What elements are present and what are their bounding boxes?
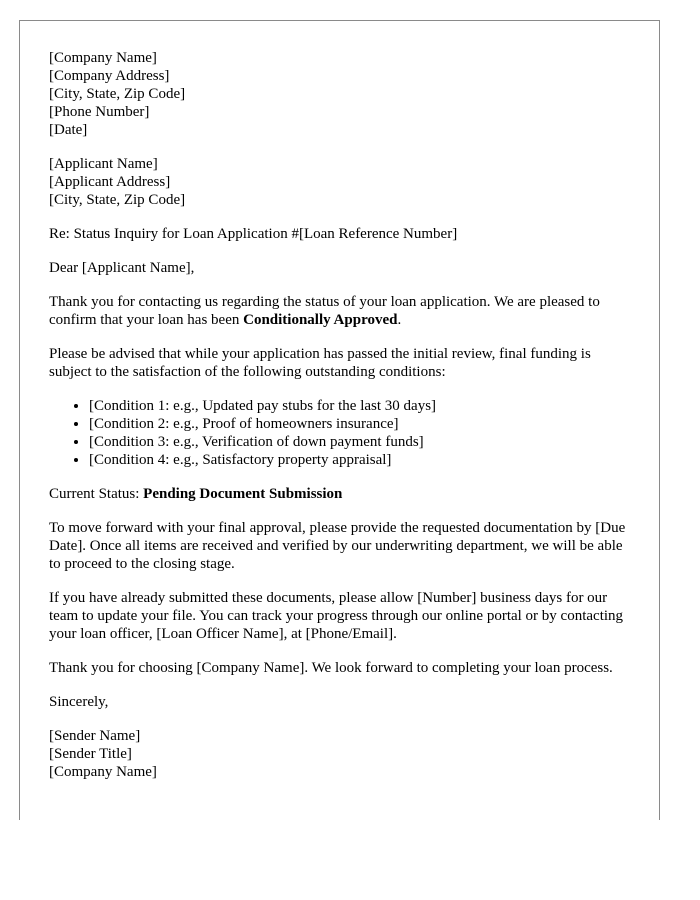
letter-date: [Date] — [49, 122, 88, 138]
signature-company: [Company Name] — [49, 764, 157, 780]
salutation: Dear [Applicant Name], — [49, 260, 195, 276]
letter-page — [19, 20, 660, 820]
paragraph-tracking: If you have already submitted these documents, please allow [Number] business days for our team to update your file. You can track your progress through our online portal or by contacting your loan officer, [Loan Officer Name], at [Phone/Email]. — [49, 590, 624, 642]
condition-item: • [Condition 4: e.g., Satisfactory property appraisal] — [89, 451, 631, 469]
paragraph-approval — [49, 293, 631, 329]
sender-company-name: [Company Name] — [49, 50, 157, 66]
signature-name: [Sender Name] — [49, 728, 141, 744]
paragraph-approval-end: . — [397, 312, 402, 328]
current-status-label: Current Status: — [49, 486, 144, 502]
paragraph-thanks: Thank you for choosing [Company Name]. We look forward to completing your loan process. — [49, 660, 613, 676]
condition-item: • [Condition 2: e.g., Proof of homeowners insurance] — [89, 415, 631, 433]
current-status — [49, 485, 631, 503]
sender-city-state-zip: [City, State, Zip Code] — [49, 86, 186, 102]
paragraph-next-steps: To move forward with your final approval, please provide the requested documentation by [Due Date]. Once all items are received and verified by our underwriting department, we will be able to proceed to the closing stage. — [49, 520, 626, 572]
recipient-address: [Applicant Address] — [49, 174, 171, 190]
paragraph-conditions-intro: Please be advised that while your application has passed the initial review, final funding is subject to the satisfaction of the following outstanding conditions: — [49, 346, 591, 380]
subject-line: Re: Status Inquiry for Loan Application #[Loan Reference Number] — [49, 226, 458, 242]
current-status-value: Pending Document Submission — [143, 486, 343, 502]
closing: Sincerely, — [49, 694, 109, 710]
sender-company-address: [Company Address] — [49, 68, 170, 84]
condition-item: • [Condition 1: e.g., Updated pay stubs for the last 30 days] — [89, 397, 631, 415]
sender-phone: [Phone Number] — [49, 104, 150, 120]
signature-block — [49, 727, 631, 781]
conditions-list — [49, 397, 631, 469]
condition-item: • [Condition 3: e.g., Verification of down payment funds] — [89, 433, 631, 451]
recipient-block — [49, 155, 631, 209]
approval-status-emphasis: Conditionally Approved — [243, 312, 398, 328]
recipient-name: [Applicant Name] — [49, 156, 158, 172]
signature-title: [Sender Title] — [49, 746, 132, 762]
sender-block — [49, 49, 631, 139]
paragraph-approval-text: Thank you for contacting us regarding the status of your loan application. We are pleased to confirm that your loan has been — [49, 294, 600, 328]
recipient-city-state-zip: [City, State, Zip Code] — [49, 192, 186, 208]
